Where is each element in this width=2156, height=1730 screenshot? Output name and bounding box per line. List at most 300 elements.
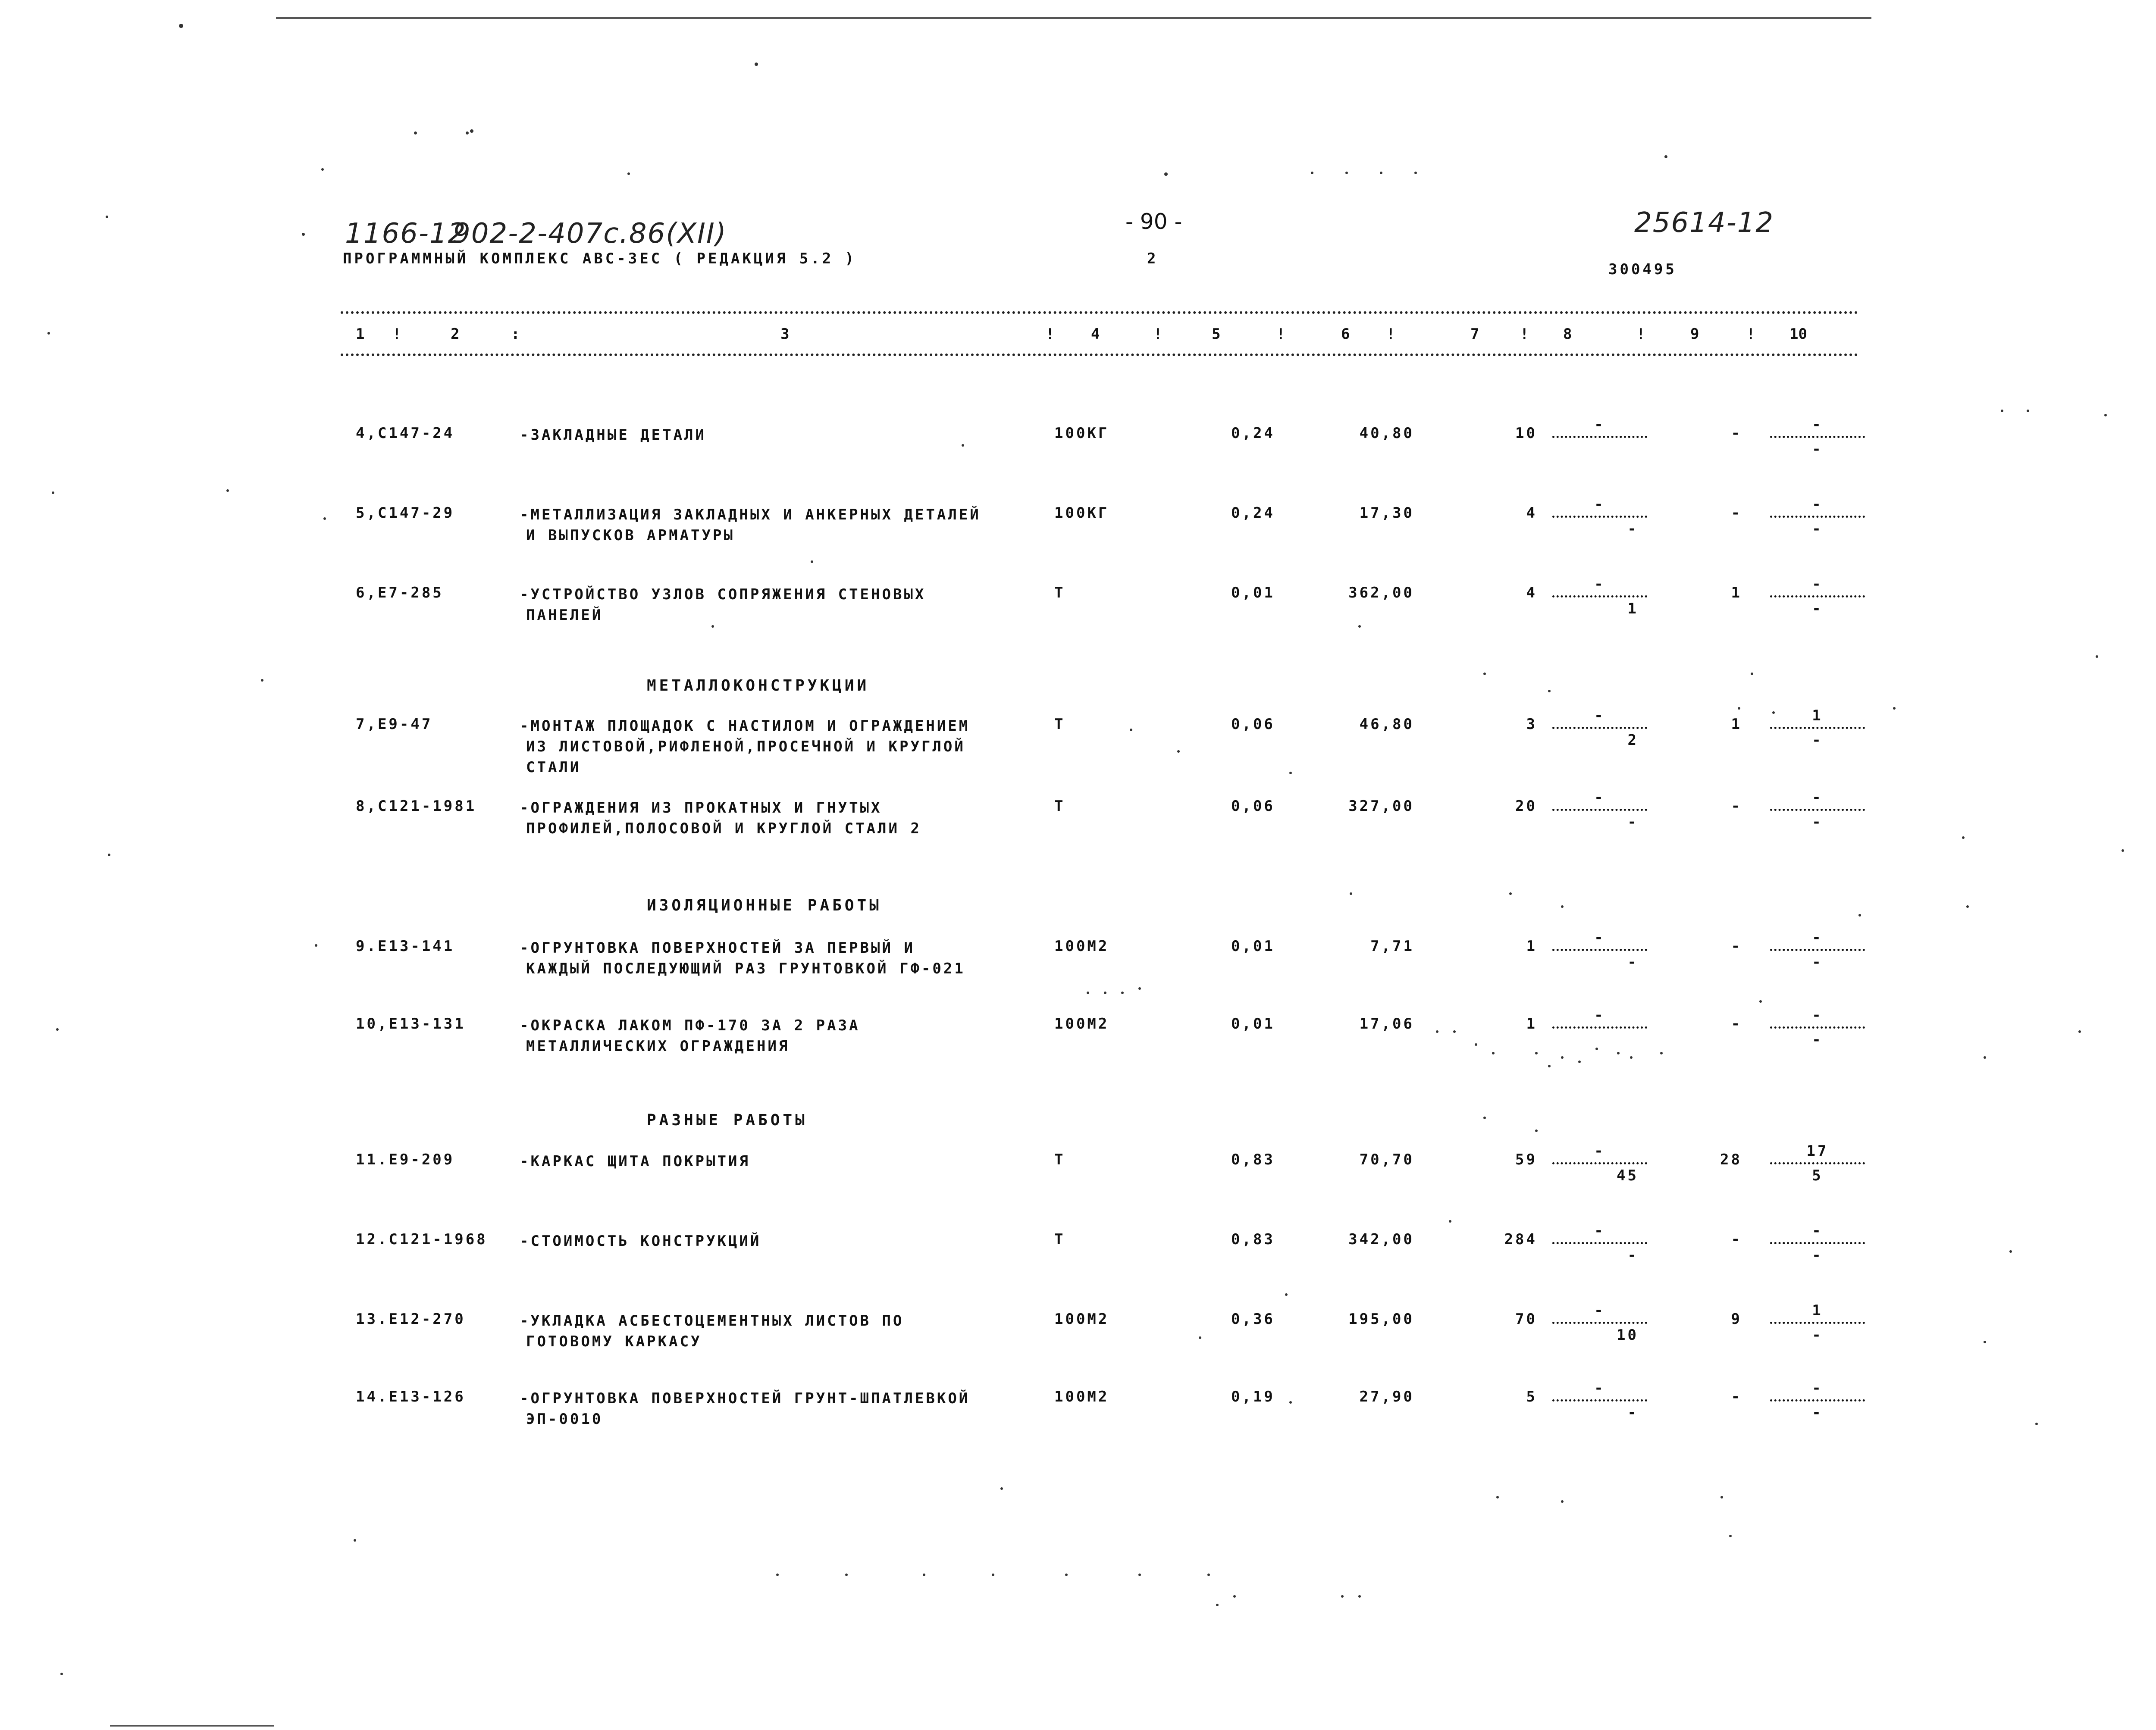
row-name-line-1: -ОГРАЖДЕНИЯ ИЗ ПРОКАТНЫХ И ГНУТЫХ — [520, 799, 882, 817]
row-code: 5,С147-29 — [356, 504, 455, 522]
scan-speck — [992, 1574, 994, 1576]
fraction-bar — [1552, 727, 1647, 729]
scan-speck — [2104, 414, 2107, 416]
bottom-left-line — [110, 1725, 274, 1727]
row-quantity: 0,83 — [1231, 1151, 1275, 1168]
scan-speck — [1772, 711, 1775, 714]
fraction-bottom: - — [1812, 520, 1823, 538]
col-sep: ! — [1386, 325, 1395, 343]
col-3: 3 — [780, 325, 790, 343]
scan-speck — [1207, 1574, 1210, 1576]
col-7: 7 — [1470, 325, 1479, 343]
row-col8-fraction — [1552, 789, 1647, 831]
scan-speck — [323, 517, 326, 520]
row-name-line-2: ПРОФИЛЕЙ,ПОЛОСОВОЙ И КРУГЛОЙ СТАЛИ 2 — [526, 820, 921, 837]
row-name-line-1: -ОКРАСКА ЛАКОМ ПФ-170 ЗА 2 РАЗА — [520, 1017, 860, 1034]
scan-speck — [962, 444, 964, 447]
row-col10-fraction — [1770, 496, 1865, 538]
row-code: 4,С147-24 — [356, 425, 455, 442]
fraction-top: - — [1812, 496, 1823, 513]
scan-speck — [1759, 1000, 1762, 1003]
row-total: 10 — [1515, 425, 1537, 442]
top-border-line — [276, 17, 1871, 19]
col-9: 9 — [1690, 325, 1699, 343]
fraction-top: - — [1594, 707, 1605, 724]
row-col8-fraction — [1552, 1222, 1647, 1264]
scan-speck — [2027, 410, 2029, 412]
scan-speck — [1578, 1061, 1581, 1063]
row-total: 1 — [1526, 1015, 1537, 1032]
scan-speck — [1358, 625, 1361, 628]
row-col9: - — [1731, 938, 1742, 955]
fraction-bar — [1770, 949, 1865, 951]
row-name-line-2: ГОТОВОМУ КАРКАСУ — [526, 1333, 702, 1350]
row-col8-fraction — [1552, 1007, 1647, 1048]
row-code: 6,Е7-285 — [356, 584, 444, 601]
scan-speck — [1285, 1293, 1288, 1296]
col-1: 1 — [356, 325, 365, 343]
fraction-bar — [1770, 809, 1865, 811]
scan-speck — [1893, 707, 1896, 710]
fraction-top: - — [1594, 929, 1605, 946]
fraction-bottom: - — [1812, 1326, 1823, 1344]
scan-speck — [1630, 1056, 1633, 1059]
row-quantity: 0,24 — [1231, 425, 1275, 442]
page-number: - 90 - — [1125, 209, 1182, 234]
scan-speck — [261, 679, 263, 682]
row-col9: - — [1731, 504, 1742, 522]
row-name — [520, 1388, 970, 1430]
row-unit: Т — [1054, 1231, 1065, 1248]
fraction-bar — [1770, 595, 1865, 598]
row-col10-fraction — [1770, 929, 1865, 971]
row-name — [520, 504, 981, 546]
row-total: 70 — [1515, 1311, 1537, 1328]
row-col8-fraction — [1552, 707, 1647, 749]
scan-speck — [1858, 914, 1861, 917]
handwritten-project-ref: 902-2-407с.86(XII) — [453, 218, 727, 250]
col-8: 8 — [1563, 325, 1572, 343]
scan-speck — [1436, 1030, 1438, 1033]
row-unit-price: 7,71 — [1370, 938, 1414, 955]
fraction-bottom: - — [1627, 520, 1639, 538]
fraction-bar — [1770, 1162, 1865, 1164]
row-name — [520, 1311, 904, 1352]
fraction-bottom: 1 — [1627, 600, 1639, 617]
scan-speck — [1414, 172, 1417, 174]
row-unit: Т — [1054, 1151, 1065, 1168]
fraction-bar — [1770, 1322, 1865, 1324]
col-10: 10 — [1789, 325, 1807, 343]
row-name-line-1: -МЕТАЛЛИЗАЦИЯ ЗАКЛАДНЫХ И АНКЕРНЫХ ДЕТАЛЕЙ — [520, 506, 981, 523]
fraction-bottom: - — [1627, 813, 1639, 831]
row-col10-fraction — [1770, 576, 1865, 617]
scan-speck — [1720, 1496, 1723, 1498]
row-name — [520, 425, 706, 445]
scan-speck — [1121, 992, 1124, 994]
row-name-line-1: -ЗАКЛАДНЫЕ ДЕТАЛИ — [520, 426, 706, 444]
scan-speck — [1380, 172, 1382, 174]
row-unit: Т — [1054, 716, 1065, 733]
fraction-bottom: - — [1812, 954, 1823, 971]
row-total: 4 — [1526, 504, 1537, 522]
fraction-top: - — [1594, 1142, 1605, 1160]
scan-speck — [1548, 1065, 1551, 1067]
scan-speck — [1358, 1595, 1361, 1598]
fraction-bar — [1552, 595, 1647, 598]
fraction-bottom — [1552, 1031, 1647, 1048]
scan-speck — [2035, 1423, 2038, 1425]
row-col10-fraction — [1770, 1380, 1865, 1421]
fraction-top: - — [1812, 929, 1823, 946]
scan-speck — [1164, 172, 1168, 176]
fraction-bottom: - — [1812, 1031, 1823, 1048]
fraction-bar — [1552, 1242, 1647, 1244]
row-unit-price: 46,80 — [1359, 716, 1414, 733]
fraction-bar — [1770, 1242, 1865, 1244]
scan-speck — [1350, 892, 1352, 895]
scan-speck — [711, 625, 714, 628]
fraction-bar — [1770, 1399, 1865, 1402]
scan-speck — [1729, 1535, 1732, 1537]
row-unit: Т — [1054, 584, 1065, 601]
row-quantity: 0,24 — [1231, 504, 1275, 522]
row-col9: - — [1731, 425, 1742, 442]
row-unit: 100М2 — [1054, 1015, 1109, 1032]
fraction-bottom: - — [1812, 732, 1823, 749]
row-code: 7,Е9-47 — [356, 716, 433, 733]
scan-speck — [1233, 1595, 1236, 1598]
row-name-line-2: ИЗ ЛИСТОВОЙ,РИФЛЕНОЙ,ПРОСЕЧНОЙ И КРУГЛОЙ — [526, 738, 965, 755]
row-total: 284 — [1504, 1231, 1537, 1248]
row-unit: Т — [1054, 798, 1065, 815]
fraction-bottom: - — [1627, 1247, 1639, 1264]
header-rule-top — [341, 311, 1858, 314]
scan-speck — [302, 233, 305, 236]
scan-speck — [470, 129, 473, 133]
col-sep: ! — [1153, 325, 1163, 343]
scan-speck — [414, 131, 417, 135]
scan-speck — [56, 1028, 59, 1031]
row-unit-price: 17,30 — [1359, 504, 1414, 522]
fraction-bottom: 45 — [1617, 1167, 1639, 1184]
scan-speck — [1984, 1341, 1986, 1343]
row-col10-fraction — [1770, 789, 1865, 831]
row-name — [520, 584, 926, 626]
fraction-bar — [1552, 1399, 1647, 1402]
fraction-top: - — [1812, 1380, 1823, 1397]
row-name — [520, 1231, 761, 1251]
scan-speck — [321, 168, 324, 171]
row-unit: 100М2 — [1054, 938, 1109, 955]
fraction-top: - — [1812, 416, 1823, 433]
scan-speck — [2078, 1030, 2081, 1033]
col-sep: ! — [1636, 325, 1645, 343]
scan-speck — [1453, 1030, 1456, 1033]
scan-speck — [1177, 750, 1180, 753]
fraction-bar — [1770, 436, 1865, 438]
row-col10-fraction — [1770, 1007, 1865, 1048]
section-heading-metal: МЕТАЛЛОКОНСТРУКЦИИ — [647, 677, 870, 695]
scan-speck — [354, 1539, 356, 1542]
scan-speck — [1449, 1220, 1451, 1223]
row-unit-price: 27,90 — [1359, 1388, 1414, 1405]
scan-speck — [226, 489, 229, 492]
row-name-line-2: КАЖДЫЙ ПОСЛЕДУЮЩИЙ РАЗ ГРУНТОВКОЙ ГФ-021 — [526, 960, 965, 977]
scan-speck — [2096, 655, 2098, 658]
row-code: 10,Е13-131 — [356, 1015, 466, 1032]
row-unit-price: 327,00 — [1348, 798, 1414, 815]
scan-speck — [1509, 892, 1512, 895]
col-sep: : — [511, 325, 520, 343]
row-col8-fraction — [1552, 1302, 1647, 1344]
fraction-top: - — [1812, 576, 1823, 593]
scan-speck — [1483, 673, 1486, 675]
row-quantity: 0,01 — [1231, 938, 1275, 955]
fraction-top: 17 — [1806, 1142, 1829, 1160]
scan-speck — [1216, 1604, 1219, 1606]
col-sep: ! — [1520, 325, 1529, 343]
scan-speck — [2001, 410, 2003, 412]
row-name-line-2: ЭП-0010 — [526, 1411, 603, 1428]
scan-speck — [1561, 1056, 1564, 1059]
fraction-top: - — [1812, 1222, 1823, 1239]
program-line: ПРОГРАММНЫЙ КОМПЛЕКС АВС-3ЕС ( РЕДАКЦИЯ 5.2 ) — [343, 250, 857, 267]
scan-speck — [1138, 987, 1141, 990]
row-col9: 28 — [1720, 1151, 1742, 1168]
row-quantity: 0,06 — [1231, 798, 1275, 815]
row-name — [520, 798, 921, 839]
scan-speck — [2122, 849, 2124, 852]
row-col9: - — [1731, 1388, 1742, 1405]
fraction-bottom: - — [1812, 813, 1823, 831]
col-4: 4 — [1091, 325, 1100, 343]
row-name-line-1: -КАРКАС ЩИТА ПОКРЫТИЯ — [520, 1153, 750, 1170]
fraction-bottom: - — [1627, 954, 1639, 971]
fraction-top: - — [1594, 789, 1605, 806]
scan-speck — [1548, 690, 1551, 692]
fraction-bar — [1552, 516, 1647, 518]
row-unit-price: 362,00 — [1348, 584, 1414, 601]
row-col9: - — [1731, 798, 1742, 815]
fraction-top: - — [1594, 496, 1605, 513]
fraction-bottom — [1552, 441, 1647, 458]
fraction-bottom: 10 — [1617, 1326, 1639, 1344]
scan-speck — [1289, 1401, 1292, 1404]
scan-speck — [1738, 707, 1740, 710]
scan-speck — [1483, 1117, 1486, 1119]
fraction-bar — [1552, 809, 1647, 811]
fraction-top: - — [1594, 1222, 1605, 1239]
fraction-bottom: - — [1812, 1404, 1823, 1421]
scan-speck — [1595, 1048, 1598, 1050]
row-name — [520, 1015, 860, 1057]
scan-speck — [60, 1673, 63, 1675]
row-quantity: 0,01 — [1231, 584, 1275, 601]
fraction-bar — [1770, 727, 1865, 729]
row-name-line-1: -ОГРУНТОВКА ПОВЕРХНОСТЕЙ ГРУНТ-ШПАТЛЕВКОЙ — [520, 1390, 970, 1407]
row-name-line-2: И ВЫПУСКОВ АРМАТУРЫ — [526, 527, 735, 544]
row-col10-fraction — [1770, 1142, 1865, 1184]
col-6: 6 — [1341, 325, 1350, 343]
scan-speck — [1496, 1496, 1499, 1498]
scan-speck — [315, 944, 317, 947]
fraction-top: 1 — [1812, 707, 1823, 724]
row-name-line-1: -СТОИМОСТЬ КОНСТРУКЦИЙ — [520, 1233, 761, 1250]
scan-speck — [1138, 1574, 1141, 1576]
row-unit: 100М2 — [1054, 1388, 1109, 1405]
col-sep: ! — [1046, 325, 1055, 343]
row-name — [520, 1151, 750, 1172]
fraction-bar — [1770, 516, 1865, 518]
scan-speck — [106, 216, 108, 218]
row-col10-fraction — [1770, 416, 1865, 458]
scan-speck — [1984, 1056, 1986, 1059]
row-name-line-2: ПАНЕЛЕЙ — [526, 607, 603, 624]
scan-speck — [1966, 905, 1969, 908]
scan-speck — [1311, 172, 1313, 174]
row-unit: 100М2 — [1054, 1311, 1109, 1328]
scan-speck — [1475, 1043, 1477, 1046]
row-name — [520, 716, 970, 778]
row-col9: 1 — [1731, 716, 1742, 733]
row-unit-price: 70,70 — [1359, 1151, 1414, 1168]
fraction-top: - — [1594, 1007, 1605, 1024]
fraction-top: - — [1812, 1007, 1823, 1024]
scan-speck — [1104, 992, 1106, 994]
row-col10-fraction — [1770, 1302, 1865, 1344]
scan-speck — [1535, 1052, 1538, 1054]
row-col8-fraction — [1552, 1380, 1647, 1421]
row-unit-price: 40,80 — [1359, 425, 1414, 442]
header-rule-bottom — [341, 354, 1858, 356]
row-code: 14.Е13-126 — [356, 1388, 466, 1405]
handwritten-sheet-ref-a: 1166-12 — [345, 218, 467, 250]
scan-speck — [108, 854, 110, 856]
fraction-bar — [1552, 436, 1647, 438]
scan-speck — [52, 491, 54, 494]
col-sep: ! — [1746, 325, 1755, 343]
fraction-bar — [1552, 949, 1647, 951]
scan-speck — [1492, 1052, 1495, 1054]
row-col8-fraction — [1552, 1142, 1647, 1184]
scan-speck — [811, 560, 813, 563]
row-code: 11.Е9-209 — [356, 1151, 455, 1168]
scan-speck — [466, 131, 469, 135]
row-total: 20 — [1515, 798, 1537, 815]
scan-speck — [2009, 1250, 2012, 1253]
fraction-bottom: 5 — [1812, 1167, 1823, 1184]
row-quantity: 0,36 — [1231, 1311, 1275, 1328]
row-code: 13.Е12-270 — [356, 1311, 466, 1328]
row-name-line-3: СТАЛИ — [526, 759, 581, 776]
scan-speck — [1660, 1052, 1663, 1054]
row-col8-fraction — [1552, 929, 1647, 971]
scan-speck — [1561, 905, 1564, 908]
row-col9: - — [1731, 1231, 1742, 1248]
scan-speck — [845, 1574, 848, 1576]
row-col9: 9 — [1731, 1311, 1742, 1328]
row-total: 4 — [1526, 584, 1537, 601]
row-total: 3 — [1526, 716, 1537, 733]
scan-speck — [1087, 992, 1089, 994]
row-col8-fraction — [1552, 496, 1647, 538]
fraction-bottom: - — [1812, 441, 1823, 458]
row-quantity: 0,19 — [1231, 1388, 1275, 1405]
col-2: 2 — [451, 325, 460, 343]
row-col8-fraction — [1552, 576, 1647, 617]
scan-speck — [1751, 673, 1753, 675]
scan-speck — [1199, 1336, 1201, 1339]
fraction-top: - — [1594, 1302, 1605, 1319]
scan-speck — [1341, 1595, 1344, 1598]
row-unit: 100КГ — [1054, 504, 1109, 522]
column-header-row — [0, 325, 2156, 347]
fraction-top: 1 — [1812, 1302, 1823, 1319]
row-total: 5 — [1526, 1388, 1537, 1405]
fraction-bottom: - — [1812, 600, 1823, 617]
section-heading-misc: РАЗНЫЕ РАБОТЫ — [647, 1111, 808, 1129]
row-code: 8,С121-1981 — [356, 798, 477, 815]
scan-speck — [1561, 1500, 1564, 1503]
row-unit-price: 195,00 — [1348, 1311, 1414, 1328]
scan-speck — [1000, 1487, 1003, 1490]
scan-speck — [1345, 172, 1348, 174]
col-sep: ! — [392, 325, 401, 343]
row-name-line-1: -ОГРУНТОВКА ПОВЕРХНОСТЕЙ ЗА ПЕРВЫЙ И — [520, 939, 915, 957]
fraction-top: - — [1812, 789, 1823, 806]
scan-speck — [776, 1574, 779, 1576]
fraction-top: - — [1594, 416, 1605, 433]
row-unit: 100КГ — [1054, 425, 1109, 442]
scan-speck — [1962, 836, 1965, 839]
scan-speck — [1065, 1574, 1068, 1576]
section-heading-insulation: ИЗОЛЯЦИОННЫЕ РАБОТЫ — [647, 897, 882, 914]
row-col9: 1 — [1731, 584, 1742, 601]
scan-speck — [1535, 1129, 1538, 1132]
sheet-number: 2 — [1147, 250, 1159, 267]
row-code: 12.С121-1968 — [356, 1231, 488, 1248]
fraction-bar — [1552, 1162, 1647, 1164]
row-name-line-1: -УСТРОЙСТВО УЗЛОВ СОПРЯЖЕНИЯ СТЕНОВЫХ — [520, 586, 926, 603]
scan-speck — [627, 172, 630, 175]
row-name-line-1: -МОНТАЖ ПЛОЩАДОК С НАСТИЛОМ И ОГРАЖДЕНИЕМ — [520, 717, 970, 735]
fraction-bar — [1552, 1026, 1647, 1029]
row-col10-fraction — [1770, 1222, 1865, 1264]
row-col8-fraction — [1552, 416, 1647, 458]
row-total: 1 — [1526, 938, 1537, 955]
scan-speck — [179, 24, 183, 28]
row-quantity: 0,83 — [1231, 1231, 1275, 1248]
row-name — [520, 938, 965, 979]
fraction-top: - — [1594, 576, 1605, 593]
scan-speck — [1617, 1052, 1620, 1054]
scan-speck — [923, 1574, 925, 1576]
row-name-line-1: -УКЛАДКА АСБЕСТОЦЕМЕНТНЫХ ЛИСТОВ ПО — [520, 1312, 904, 1330]
fraction-bottom: - — [1627, 1404, 1639, 1421]
row-col9: - — [1731, 1015, 1742, 1032]
fraction-bar — [1770, 1026, 1865, 1029]
row-quantity: 0,06 — [1231, 716, 1275, 733]
scan-speck — [47, 332, 50, 335]
fraction-bottom: 2 — [1627, 732, 1639, 749]
scan-speck — [1289, 772, 1292, 774]
row-unit-price: 342,00 — [1348, 1231, 1414, 1248]
fraction-bar — [1552, 1322, 1647, 1324]
scan-speck — [1130, 729, 1132, 731]
col-sep: ! — [1276, 325, 1285, 343]
col-5: 5 — [1212, 325, 1221, 343]
